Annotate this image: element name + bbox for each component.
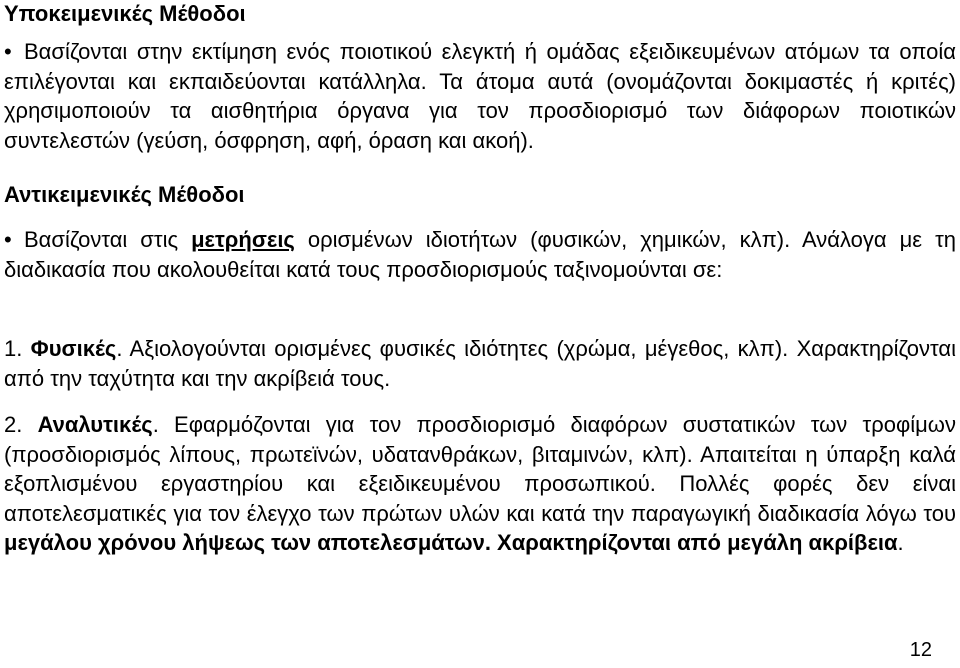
heading-subjective-methods: Υποκειμενικές Μέθοδοι <box>4 1 246 26</box>
item-number: 2. <box>4 412 38 437</box>
item-analytical-text: . Εφαρμόζονται για τον προσδιορισμό διαφόρων συστατικών των τροφίμων (προσδιορισμός λίπους, πρωτεϊνών, υδατανθράκων, βιταμινών, κλπ). Απαιτείται η ύπαρξη καλά εξοπλισμένου εργαστηρίου και εξειδικευμένου προσωπικού. Πολλές φορές δεν είναι αποτελεσματικές για τον έλεγχο των πρώτων υλών και κατά την παραγωγική διαδικασία λόγω του <box>4 412 956 526</box>
bullet: • <box>4 39 12 64</box>
item-analytical-end: . <box>897 530 904 555</box>
objective-methods-text-start: Βασίζονται στις <box>24 227 192 252</box>
subjective-methods-text: Βασίζονται στην εκτίμηση ενός ποιοτικού ελεγκτή ή ομάδας εξειδικευμένων ατόμων τα οποία επιλέγονται και εκπαιδεύονται κατάλληλα. Τα άτομα αυτά (ονομάζονται δοκιμαστές ή κριτές) χρησιμοποιούν τα αισθητήρια όργανα για τον προσδιορισμό των διάφορων ποιοτικών συντελεστών (γεύση, όσφρηση, αφή, όραση και ακοή). <box>4 39 956 153</box>
item-number: 1. <box>4 336 31 361</box>
subjective-methods-paragraph <box>4 37 956 155</box>
measurements-emphasis: μετρήσεις <box>191 227 295 252</box>
item-title-analytical: Αναλυτικές <box>37 412 153 437</box>
item-title-physical: Φυσικές <box>30 336 117 361</box>
heading-objective-methods: Αντικειμενικές Μέθοδοι <box>4 182 245 207</box>
item-analytical <box>4 410 956 558</box>
bullet: • <box>4 227 12 252</box>
item-physical <box>4 334 956 393</box>
objective-methods-text-rest: ορισμένων ιδιοτήτων (φυσικών, χημικών, κλπ). Ανάλογα με τη διαδικασία που ακολουθείται κατά τους προσδιορισμούς ταξινομούνται σε: <box>4 227 957 282</box>
page-number: 12 <box>909 639 932 661</box>
item-analytical-bold-phrase: μεγάλου χρόνου λήψεως των αποτελεσμάτων. Χαρακτηρίζονται από μεγάλη ακρίβεια <box>4 530 898 555</box>
item-physical-text: . Αξιολογούνται ορισμένες φυσικές ιδιότητες (χρώμα, μέγεθος, κλπ). Χαρακτηρίζονται από την ταχύτητα και την ακρίβειά τους. <box>4 336 956 391</box>
objective-methods-paragraph <box>4 225 956 284</box>
